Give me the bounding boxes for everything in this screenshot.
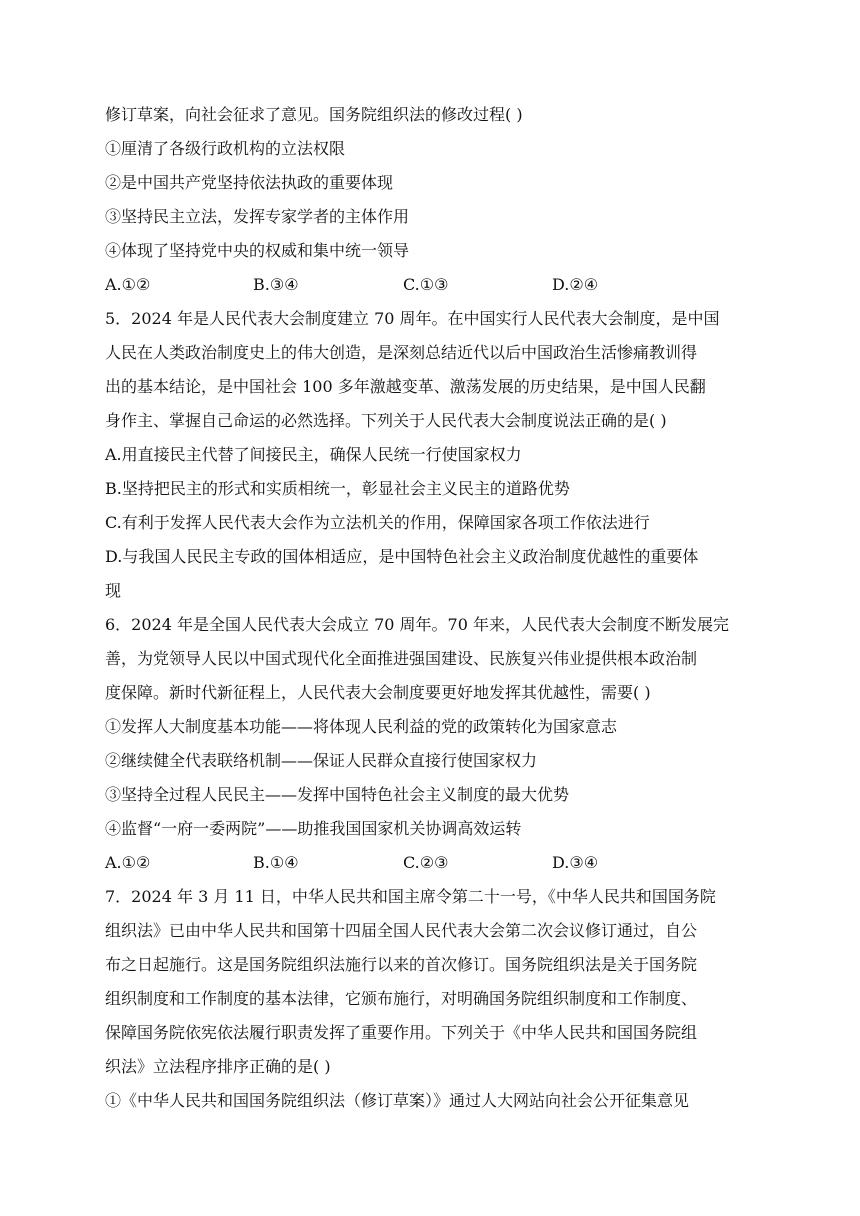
q4-option-c[interactable]: C.①③ [403, 275, 449, 294]
q5-stem-line: 人民在人类政治制度史上的伟大创造，是深刻总结近代以后中国政治生活惨痛教训得 [105, 343, 698, 362]
q4-statement-2: ②是中国共产党坚持依法执政的重要体现 [105, 173, 394, 192]
q6-statement-1: ①发挥人大制度基本功能——将体现人民利益的党的政策转化为国家意志 [105, 717, 618, 736]
q6-options [0, 846, 860, 880]
q6-option-b[interactable]: B.①④ [253, 853, 299, 872]
q6-statement-2: ②继续健全代表联络机制——保证人民群众直接行使国家权力 [105, 751, 538, 770]
q7-stem-line: 7．2024 年 3 月 11 日，中华人民共和国主席令第二十一号，《中华人民共和国国务院 [105, 887, 716, 906]
q6-option-d[interactable]: D.③④ [552, 853, 599, 872]
q5-option-c[interactable]: C.有利于发挥人民代表大会作为立法机关的作用，保障国家各项工作依法进行 [105, 513, 650, 532]
q4-option-d[interactable]: D.②④ [552, 275, 599, 294]
q7-stem-line: 布之日起施行。这是国务院组织法施行以来的首次修订。国务院组织法是关于国务院 [105, 955, 698, 974]
q4-statement-3: ③坚持民主立法，发挥专家学者的主体作用 [105, 207, 410, 226]
q7-stem-line: 织法》立法程序排序正确的是( ) [105, 1057, 331, 1076]
q5-option-d-continued: 现 [105, 581, 122, 600]
q5-option-d[interactable]: D.与我国人民民主专政的国体相适应，是中国特色社会主义政治制度优越性的重要体 [105, 547, 699, 566]
q7-statement-1: ①《中华人民共和国国务院组织法（修订草案）》通过人大网站向社会公开征集意见 [105, 1091, 690, 1110]
q4-options [0, 268, 860, 302]
q4-option-b[interactable]: B.③④ [253, 275, 299, 294]
q6-stem-line: 6．2024 年是全国人民代表大会成立 70 周年。70 年来，人民代表大会制度不断发展完 [105, 615, 729, 634]
q6-option-a[interactable]: A.①② [105, 853, 151, 872]
q4-statement-4: ④体现了坚持党中央的权威和集中统一领导 [105, 241, 410, 260]
q6-stem-line: 度保障。新时代新征程上，人民代表大会制度要更好地发挥其优越性，需要( ) [105, 683, 651, 702]
q6-statement-4: ④监督“一府一委两院”——助推我国国家机关协调高效运转 [105, 819, 522, 838]
q6-stem-line: 善，为党领导人民以中国式现代化全面推进强国建设、民族复兴伟业提供根本政治制 [105, 649, 698, 668]
q6-statement-3: ③坚持全过程人民民主——发挥中国特色社会主义制度的最大优势 [105, 785, 570, 804]
q5-stem-line: 5．2024 年是人民代表大会制度建立 70 周年。在中国实行人民代表大会制度，是中国 [105, 309, 720, 328]
q7-stem-line: 保障国务院依宪依法履行职责发挥了重要作用。下列关于《中华人民共和国国务院组 [105, 1023, 698, 1042]
q5-option-a[interactable]: A.用直接民主代替了间接民主，确保人民统一行使国家权力 [105, 445, 522, 464]
q5-stem-line: 出的基本结论，是中国社会 100 多年激越变革、激荡发展的历史结果，是中国人民翻 [105, 377, 706, 396]
q6-option-c[interactable]: C.②③ [403, 853, 449, 872]
q5-option-b[interactable]: B.坚持把民主的形式和实质相统一，彰显社会主义民主的道路优势 [105, 479, 570, 498]
q5-stem-line: 身作主、掌握自己命运的必然选择。下列关于人民代表大会制度说法正确的是( ) [105, 411, 667, 430]
q7-stem-line: 组织制度和工作制度的基本法律，它颁布施行，对明确国务院组织制度和工作制度、 [105, 989, 698, 1008]
q4-statement-1: ①厘清了各级行政机构的立法权限 [105, 139, 346, 158]
q7-stem-line: 组织法》已由中华人民共和国第十四届全国人民代表大会第二次会议修订通过，自公 [105, 921, 698, 940]
q4-option-a[interactable]: A.①② [105, 275, 151, 294]
q4-stem-line: 修订草案，向社会征求了意见。国务院组织法的修改过程( ) [105, 105, 523, 124]
